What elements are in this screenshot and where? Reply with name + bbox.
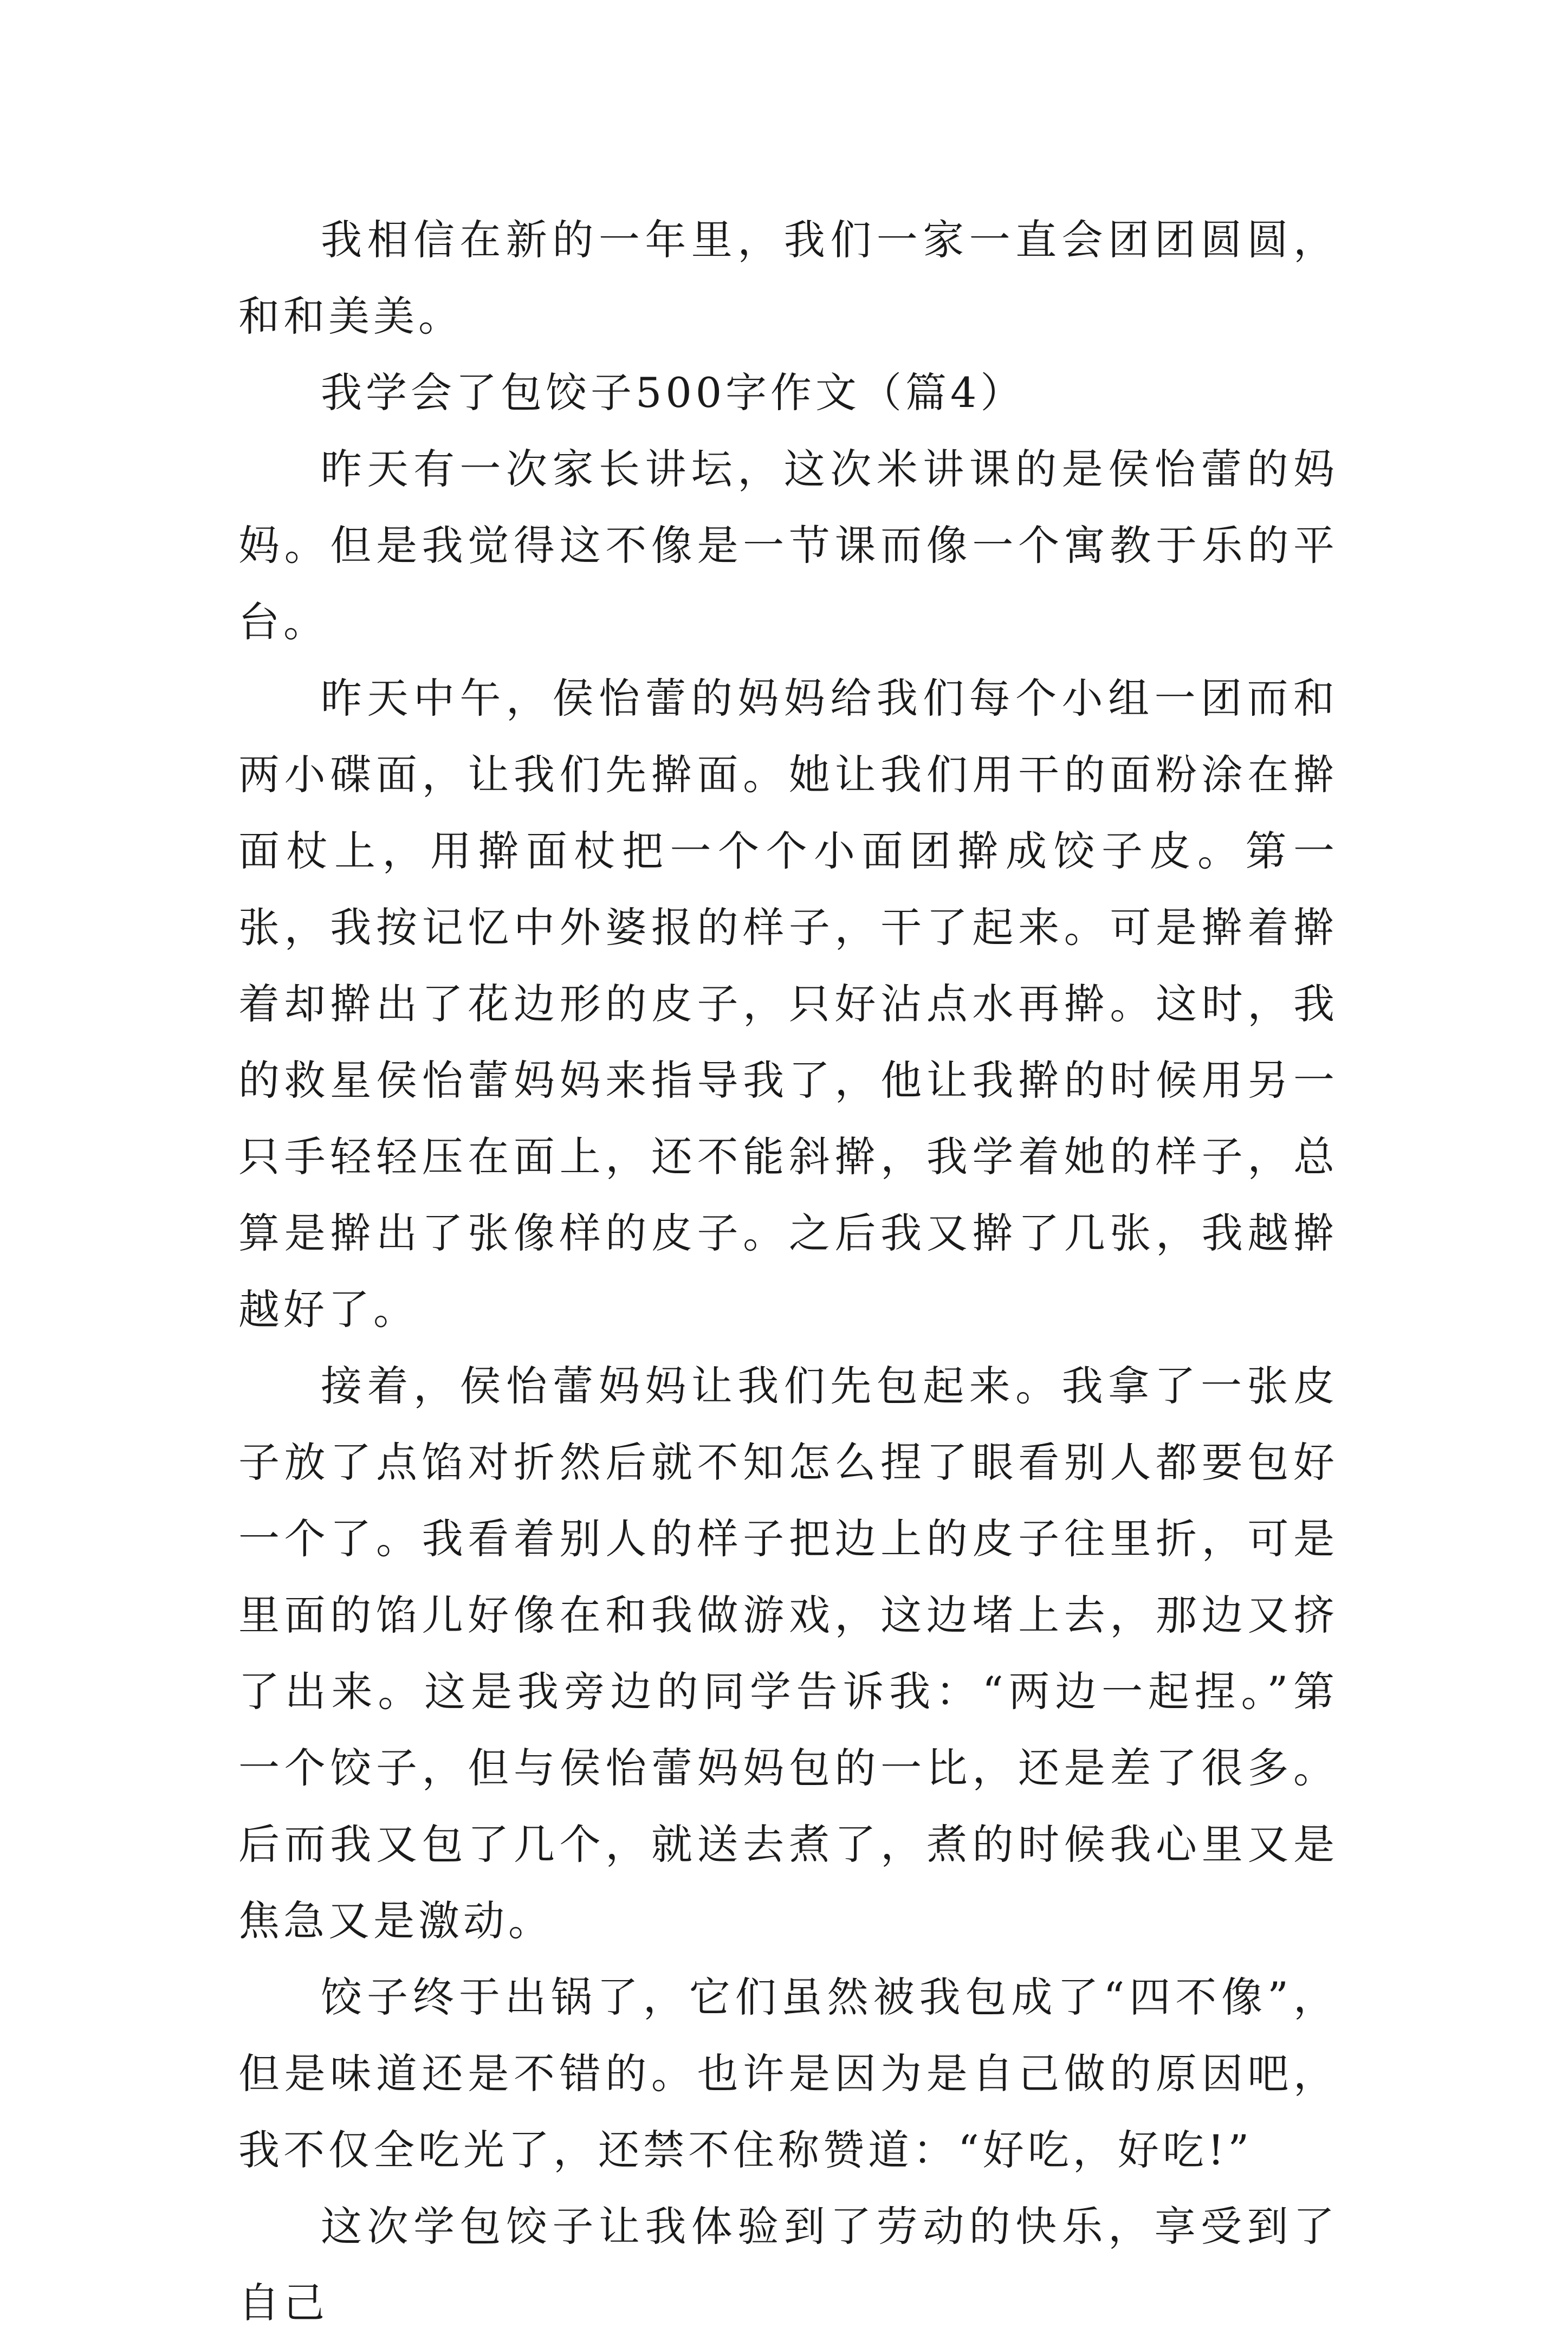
essay-title: 我学会了包饺子500字作文（篇4） — [321, 368, 1026, 417]
paragraph-conclusion: 这次学包饺子让我体验到了劳动的快乐，享受到了自己 — [238, 2202, 1338, 2327]
paragraph-tasting: 饺子终于出锅了，它们虽然被我包成了“四不像”，但是味道还是不错的。也许是因为是自己做的原因吧，我不仅全吃光了，还禁不住称赞道：“好吃，好吃!” — [238, 1973, 1338, 2174]
paragraph-intro: 昨天有一次家长讲坛，这次米讲课的是侯怡蕾的妈妈。但是我觉得这不像是一节课而像一个寓教于乐的平台。 — [238, 445, 1338, 646]
document-body — [238, 202, 1338, 2341]
paragraph-closing-wish: 我相信在新的一年里，我们一家一直会团团圆圆，和和美美。 — [238, 216, 1338, 340]
paragraph-wrapping: 接着，侯怡蕾妈妈让我们先包起来。我拿了一张皮子放了点馅对折然后就不知怎么捏了眼看别人都要包好一个了。我看着别人的样子把边上的皮子往里折，可是里面的馅儿好像在和我做游戏，这边堵上去，那边又挤了出来。这是我旁边的同学告诉我：“两边一起捏。”第一个饺子，但与侯怡蕾妈妈包的一比，还是差了很多。后而我又包了几个，就送去煮了，煮的时候我心里又是焦急又是激动。 — [238, 1362, 1338, 1945]
paragraph-rolling-dough: 昨天中午，侯怡蕾的妈妈给我们每个小组一团而和两小碟面，让我们先擀面。她让我们用干的面粉涂在擀面杖上，用擀面杖把一个个小面团擀成饺子皮。第一张，我按记忆中外婆报的样子，干了起来。可是擀着擀着却擀出了花边形的皮子，只好沾点水再擀。这时，我的救星侯怡蕾妈妈来指导我了，他让我擀的时候用另一只手轻轻压在面上，还不能斜擀，我学着她的样子，总算是擀出了张像样的皮子。之后我又擀了几张，我越擀越好了。 — [238, 674, 1338, 1334]
